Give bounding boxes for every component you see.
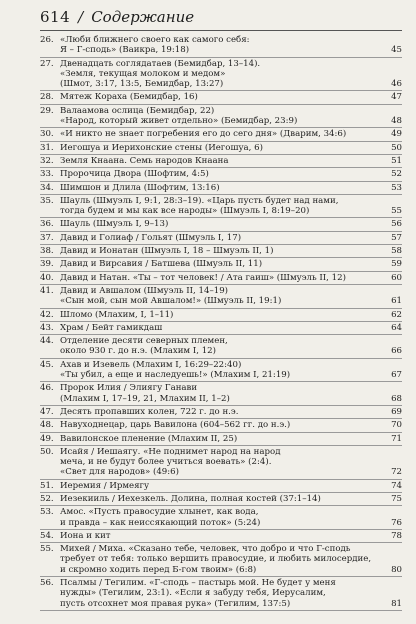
toc-entry-title: «Сын мой, сын мой Авшалом!» (Шмуэль II, 19:1) bbox=[60, 296, 282, 307]
toc-entry-line bbox=[40, 394, 402, 404]
toc-entry-page: 47 bbox=[391, 92, 402, 103]
toc-entry-line bbox=[40, 196, 402, 206]
toc-entry[interactable] bbox=[40, 359, 402, 383]
toc-entry-page: 71 bbox=[391, 433, 402, 444]
toc-entry-line bbox=[40, 447, 402, 457]
toc-entry-title: Земля Кнаана. Семь народов Кнаана bbox=[60, 155, 229, 166]
toc-entry-line bbox=[40, 106, 402, 116]
toc-entry-page: 60 bbox=[391, 272, 402, 283]
toc-entry-page: 45 bbox=[391, 45, 402, 56]
toc-entry-line bbox=[40, 578, 402, 588]
toc-entry-page: 53 bbox=[391, 182, 402, 193]
toc-entry-title: «Земля, текущая молоком и медом» bbox=[60, 68, 226, 79]
page-number: 614 bbox=[40, 8, 71, 26]
toc-entry-line bbox=[40, 219, 402, 229]
toc-entry[interactable] bbox=[40, 433, 402, 446]
toc-entry-line bbox=[40, 169, 402, 179]
toc-entry-page: 80 bbox=[391, 564, 402, 575]
toc-entry-line bbox=[40, 420, 402, 430]
toc-entry[interactable] bbox=[40, 245, 402, 258]
toc-entry[interactable] bbox=[40, 446, 402, 480]
toc-entry-number: 52. bbox=[40, 493, 54, 504]
toc-entry-number: 54. bbox=[40, 530, 54, 541]
toc-entry[interactable] bbox=[40, 309, 402, 322]
toc-entry-title: Я – Г-сподь» (Ваикра, 19:18) bbox=[60, 45, 190, 56]
toc-entry[interactable] bbox=[40, 58, 402, 92]
table-of-contents bbox=[40, 34, 402, 611]
toc-entry-number: 30. bbox=[40, 129, 54, 140]
toc-entry-title: (Шмот, 3:17, 13:5, Бемидбар, 13:27) bbox=[60, 79, 224, 90]
toc-entry-line bbox=[40, 383, 402, 393]
toc-entry-page: 58 bbox=[391, 246, 402, 257]
toc-entry-page: 57 bbox=[391, 232, 402, 243]
toc-entry-line bbox=[40, 45, 402, 55]
toc-entry-page: 69 bbox=[391, 406, 402, 417]
toc-entry-number: 32. bbox=[40, 155, 54, 166]
toc-entry-number: 44. bbox=[40, 336, 54, 347]
toc-entry-page: 72 bbox=[391, 467, 402, 478]
toc-entry-title: «Ты убил, а еще и наследуешь!» (Млахим I, 21:19) bbox=[60, 370, 291, 381]
toc-entry-title: около 930 г. до н.э. (Млахим I, 12) bbox=[60, 346, 216, 357]
toc-entry-title: меча, и не будут более учиться воевать» (2:4). bbox=[60, 457, 272, 468]
toc-entry-line bbox=[40, 457, 402, 467]
toc-entry-line bbox=[40, 407, 402, 417]
toc-entry-number: 31. bbox=[40, 142, 54, 153]
toc-entry-line bbox=[40, 434, 402, 444]
toc-entry[interactable] bbox=[40, 382, 402, 406]
toc-entry-number: 34. bbox=[40, 182, 54, 193]
toc-entry-title: Вавилонское пленение (Млахим II, 25) bbox=[60, 433, 238, 444]
toc-entry[interactable] bbox=[40, 258, 402, 271]
toc-entry-page: 62 bbox=[391, 309, 402, 320]
toc-entry-title: и правда – как неиссякающий поток» (5:24) bbox=[60, 517, 261, 528]
toc-entry-title: Шломо (Млахим, I, 1–11) bbox=[60, 309, 174, 320]
toc-entry-number: 33. bbox=[40, 169, 54, 180]
toc-entry-title: «Свет для народов» (49:6) bbox=[60, 467, 179, 478]
toc-entry[interactable] bbox=[40, 168, 402, 181]
toc-entry-line bbox=[40, 79, 402, 89]
toc-entry-number: 48. bbox=[40, 420, 54, 431]
toc-entry-page: 59 bbox=[391, 259, 402, 270]
toc-entry-title: Шауль (Шмуэль I, 9–13) bbox=[60, 219, 169, 230]
toc-entry-title: Навуходнецар, царь Вавилона (604–562 гг. до н.э.) bbox=[60, 420, 291, 431]
toc-entry-page: 48 bbox=[391, 116, 402, 127]
toc-entry-line bbox=[40, 565, 402, 575]
toc-entry[interactable] bbox=[40, 155, 402, 168]
toc-entry-page: 46 bbox=[391, 79, 402, 90]
toc-entry[interactable] bbox=[40, 577, 402, 611]
toc-entry-number: 39. bbox=[40, 259, 54, 270]
toc-entry-title: Двенадцать соглядатаев (Бемидбар, 13–14). bbox=[60, 58, 261, 69]
toc-entry-title: Йегошуа и Иерихонские стены (Йегошуа, 6) bbox=[60, 142, 263, 153]
toc-entry[interactable] bbox=[40, 272, 402, 285]
toc-entry-line bbox=[40, 507, 402, 517]
toc-entry-title: Валаамова ослица (Бемидбар, 22) bbox=[60, 105, 215, 116]
toc-entry-title: «И никто не знает погребения его до сего дня» (Дварим, 34:6) bbox=[60, 129, 347, 140]
toc-entry-title: Давид и Вирсавия / Батшева (Шмуэль II, 11) bbox=[60, 259, 263, 270]
toc-entry-line bbox=[40, 183, 402, 193]
toc-entry-title: требует от тебя: только вершить правосудие, и любить милосердие, bbox=[60, 554, 372, 565]
toc-entry-number: 43. bbox=[40, 322, 54, 333]
toc-entry-line bbox=[40, 259, 402, 269]
toc-entry-number: 51. bbox=[40, 480, 54, 491]
toc-entry-page: 50 bbox=[391, 142, 402, 153]
toc-entry-line bbox=[40, 206, 402, 216]
toc-entry-number: 35. bbox=[40, 195, 54, 206]
toc-entry-number: 37. bbox=[40, 232, 54, 243]
toc-entry-number: 49. bbox=[40, 433, 54, 444]
toc-entry[interactable] bbox=[40, 142, 402, 155]
toc-entry-title: Михей / Миха. «Сказано тебе, человек, что добро и что Г-сподь bbox=[60, 544, 351, 555]
toc-entry-line bbox=[40, 143, 402, 153]
toc-entry-title: Йона и кит bbox=[60, 530, 111, 541]
page-header bbox=[40, 8, 402, 31]
toc-entry-number: 38. bbox=[40, 246, 54, 257]
toc-entry-number: 29. bbox=[40, 105, 54, 116]
toc-entry-page: 49 bbox=[391, 129, 402, 140]
toc-entry[interactable] bbox=[40, 105, 402, 129]
toc-entry[interactable] bbox=[40, 182, 402, 195]
toc-entry-number: 36. bbox=[40, 219, 54, 230]
toc-entry[interactable] bbox=[40, 543, 402, 577]
toc-entry-title: «Люби ближнего своего как самого себя: bbox=[60, 35, 250, 45]
toc-entry-title: Псалмы / Тегилим. «Г-сподь – пастырь мой. Не будет у меня bbox=[60, 578, 336, 589]
toc-entry-title: Иезекииль / Йехезкель. Долина, полная костей (37:1–14) bbox=[60, 493, 321, 504]
toc-entry-title: тогда будем и мы как все народы» (Шмуэль I, 8:19–20) bbox=[60, 206, 310, 217]
toc-entry-title: Мятеж Кораха (Бемидбар, 16) bbox=[60, 92, 198, 103]
toc-entry-number: 55. bbox=[40, 544, 54, 555]
toc-entry-line bbox=[40, 588, 402, 598]
toc-entry[interactable] bbox=[40, 128, 402, 141]
toc-entry-number: 27. bbox=[40, 58, 54, 69]
toc-entry-line bbox=[40, 156, 402, 166]
toc-entry-line bbox=[40, 296, 402, 306]
toc-entry-title: Шимшон и Длила (Шофтим, 13:16) bbox=[60, 182, 220, 193]
toc-entry-title: Пророк Илия / Элиягу Ганави bbox=[60, 383, 198, 394]
toc-entry-title: «Народ, который живет отдельно» (Бемидбар, 23:9) bbox=[60, 116, 298, 127]
toc-entry-title: Пророчица Двора (Шофтим, 4:5) bbox=[60, 169, 209, 180]
toc-entry[interactable] bbox=[40, 406, 402, 419]
toc-entry-line bbox=[40, 59, 402, 69]
toc-entry-number: 26. bbox=[40, 35, 54, 45]
toc-entry-number: 41. bbox=[40, 285, 54, 296]
toc-entry-line bbox=[40, 599, 402, 609]
toc-entry-title: (Млахим I, 17–19, 21, Млахим II, 1–2) bbox=[60, 393, 230, 404]
toc-entry-line bbox=[40, 116, 402, 126]
toc-entry-page: 56 bbox=[391, 219, 402, 230]
toc-entry-title: Давид и Авшалом (Шмуэль II, 14–19) bbox=[60, 285, 229, 296]
toc-entry-title: Давид и Голиаф / Гольят (Шмуэль I, 17) bbox=[60, 232, 242, 243]
toc-entry-line bbox=[40, 554, 402, 564]
toc-entry-line bbox=[40, 310, 402, 320]
toc-entry-title: Исайя / Йешаягу. «Не поднимет народ на народ bbox=[60, 446, 281, 457]
toc-entry-title: Храм / Бейт гамикдаш bbox=[60, 322, 163, 333]
toc-entry[interactable] bbox=[40, 322, 402, 335]
toc-entry-line bbox=[40, 233, 402, 243]
toc-entry[interactable] bbox=[40, 218, 402, 231]
toc-entry-line bbox=[40, 129, 402, 139]
toc-entry-line bbox=[40, 286, 402, 296]
toc-entry-number: 56. bbox=[40, 578, 54, 589]
toc-entry-number: 46. bbox=[40, 383, 54, 394]
toc-entry-number: 40. bbox=[40, 272, 54, 283]
toc-entry[interactable] bbox=[40, 419, 402, 432]
toc-entry-page: 66 bbox=[391, 346, 402, 357]
toc-entry-number: 53. bbox=[40, 507, 54, 518]
toc-entry-number: 47. bbox=[40, 406, 54, 417]
toc-entry-title: Давид и Натан. «Ты – тот человек! / Ата гаиш» (Шмуэль II, 12) bbox=[60, 272, 346, 283]
toc-entry-page: 64 bbox=[391, 322, 402, 333]
toc-entry-line bbox=[40, 370, 402, 380]
header-separator: / bbox=[78, 8, 84, 26]
toc-entry-line bbox=[40, 92, 402, 102]
toc-entry-title: Шауль (Шмуэль I, 9:1, 28:3–19). «Царь пусть будет над нами, bbox=[60, 195, 339, 206]
toc-entry-title: Иеремия / Ирмеягу bbox=[60, 480, 150, 491]
toc-entry-line bbox=[40, 323, 402, 333]
toc-entry[interactable] bbox=[40, 493, 402, 506]
toc-entry-number: 50. bbox=[40, 446, 54, 457]
toc-entry-page: 51 bbox=[391, 155, 402, 166]
toc-entry-page: 61 bbox=[391, 296, 402, 307]
toc-entry-title: пусть отсохнет моя правая рука» (Тегилим, 137:5) bbox=[60, 598, 291, 609]
toc-entry[interactable] bbox=[40, 285, 402, 309]
toc-entry-page: 74 bbox=[391, 480, 402, 491]
toc-entry-title: Отделение десяти северных племен, bbox=[60, 336, 228, 347]
toc-entry-title: Давид и Йонатан (Шмуэль I, 18 – Шмуэль II, 1) bbox=[60, 246, 274, 257]
toc-entry-line bbox=[40, 467, 402, 477]
toc-entry-page: 75 bbox=[391, 493, 402, 504]
toc-entry-number: 42. bbox=[40, 309, 54, 320]
toc-entry-page: 55 bbox=[391, 206, 402, 217]
toc-entry-page: 76 bbox=[391, 517, 402, 528]
toc-entry-page: 67 bbox=[391, 370, 402, 381]
toc-entry[interactable] bbox=[40, 34, 402, 58]
toc-entry-page: 68 bbox=[391, 393, 402, 404]
toc-entry[interactable] bbox=[40, 91, 402, 104]
toc-entry-page: 70 bbox=[391, 420, 402, 431]
toc-entry-line bbox=[40, 246, 402, 256]
page-title: Содержание bbox=[91, 8, 195, 26]
toc-entry-line bbox=[40, 273, 402, 283]
toc-entry-page: 78 bbox=[391, 530, 402, 541]
toc-entry-line bbox=[40, 35, 402, 45]
toc-entry-title: Десять пропавших колен, 722 г. до н.э. bbox=[60, 406, 239, 417]
toc-entry-title: Амос. «Пусть правосудие хлынет, как вода, bbox=[60, 507, 259, 518]
toc-entry-title: Ахав и Изевель (Млахим I, 16:29–22:40) bbox=[60, 359, 242, 370]
toc-entry-line bbox=[40, 346, 402, 356]
toc-entry[interactable] bbox=[40, 506, 402, 530]
toc-entry[interactable] bbox=[40, 480, 402, 493]
toc-entry-title: и скромно ходить перед Б-гом твоим» (6:8) bbox=[60, 564, 257, 575]
toc-entry[interactable] bbox=[40, 335, 402, 359]
toc-entry-line bbox=[40, 69, 402, 79]
toc-entry[interactable] bbox=[40, 232, 402, 245]
toc-entry-line bbox=[40, 544, 402, 554]
toc-entry-line bbox=[40, 336, 402, 346]
toc-entry-line bbox=[40, 481, 402, 491]
toc-entry-number: 28. bbox=[40, 92, 54, 103]
toc-entry-line bbox=[40, 360, 402, 370]
toc-entry-line bbox=[40, 531, 402, 541]
toc-entry-number: 45. bbox=[40, 359, 54, 370]
toc-entry[interactable] bbox=[40, 195, 402, 219]
toc-entry-line bbox=[40, 494, 402, 504]
toc-entry[interactable] bbox=[40, 530, 402, 543]
toc-entry-page: 81 bbox=[391, 598, 402, 609]
toc-entry-page: 52 bbox=[391, 169, 402, 180]
toc-entry-title: нужды» (Тегилим, 23:1). «Если я забуду тебя, Иерусалим, bbox=[60, 588, 326, 599]
toc-entry-line bbox=[40, 518, 402, 528]
